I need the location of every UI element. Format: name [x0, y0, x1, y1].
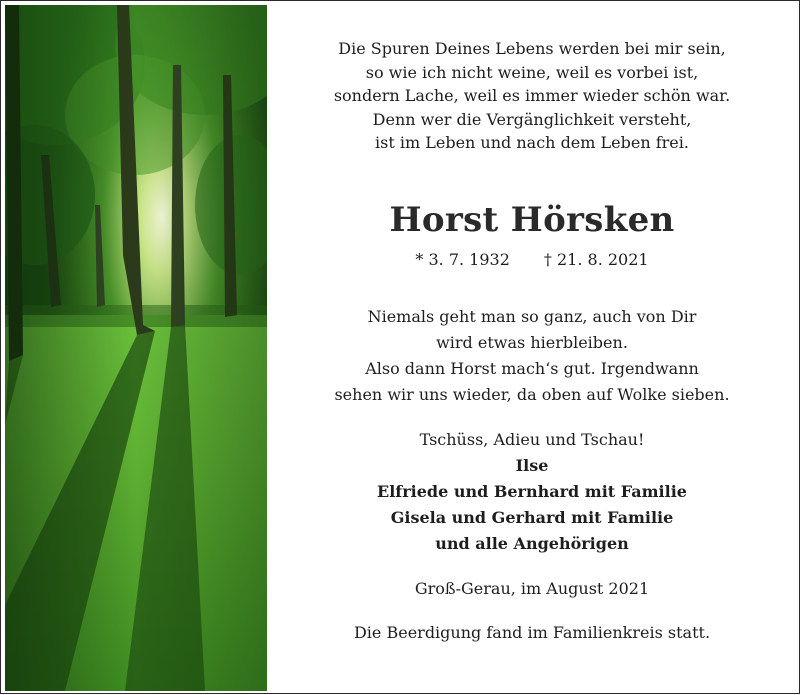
- poem-line: so wie ich nicht weine, weil es vorbei ist,: [365, 62, 699, 82]
- farewell-verse: [267, 304, 797, 408]
- deceased-name: Horst Hörsken: [389, 200, 675, 240]
- verse-line: wird etwas hierbleiben.: [436, 333, 628, 352]
- burial-note: Die Beerdigung fand im Familienkreis statt.: [353, 623, 711, 642]
- life-dates: [267, 250, 797, 269]
- death-date: † 21. 8. 2021: [543, 250, 649, 269]
- park-trees-image: [5, 5, 267, 691]
- mourner-name: Gisela und Gerhard mit Familie: [390, 508, 674, 527]
- mourners-list: [267, 453, 797, 557]
- poem-line: Die Spuren Deines Lebens werden bei mir sein,: [338, 39, 726, 58]
- place-and-date: Groß-Gerau, im August 2021: [414, 579, 650, 598]
- poem-line: ist im Leben und nach dem Leben frei.: [375, 133, 689, 153]
- mourner-name: und alle Angehörigen: [435, 534, 629, 553]
- poem-line: Denn wer die Vergänglichkeit versteht,: [372, 109, 692, 129]
- mourner-name: Elfriede und Bernhard mit Familie: [377, 482, 687, 501]
- verse-line: sehen wir uns wieder, da oben auf Wolke sieben.: [334, 385, 730, 404]
- verse-line: Niemals geht man so ganz, auch von Dir: [367, 307, 697, 326]
- verse-line: Also dann Horst mach‘s gut. Irgendwann: [365, 359, 699, 378]
- memorial-poem: [267, 37, 797, 155]
- farewell-greeting: Tschüss, Adieu und Tschau!: [419, 430, 645, 449]
- notice-text-column: [267, 1, 797, 695]
- park-trees-photo: [5, 5, 267, 691]
- poem-line: sondern Lache, weil es immer wieder schön war.: [333, 86, 731, 106]
- mourner-name: Ilse: [515, 456, 549, 475]
- birth-date: * 3. 7. 1932: [415, 250, 510, 269]
